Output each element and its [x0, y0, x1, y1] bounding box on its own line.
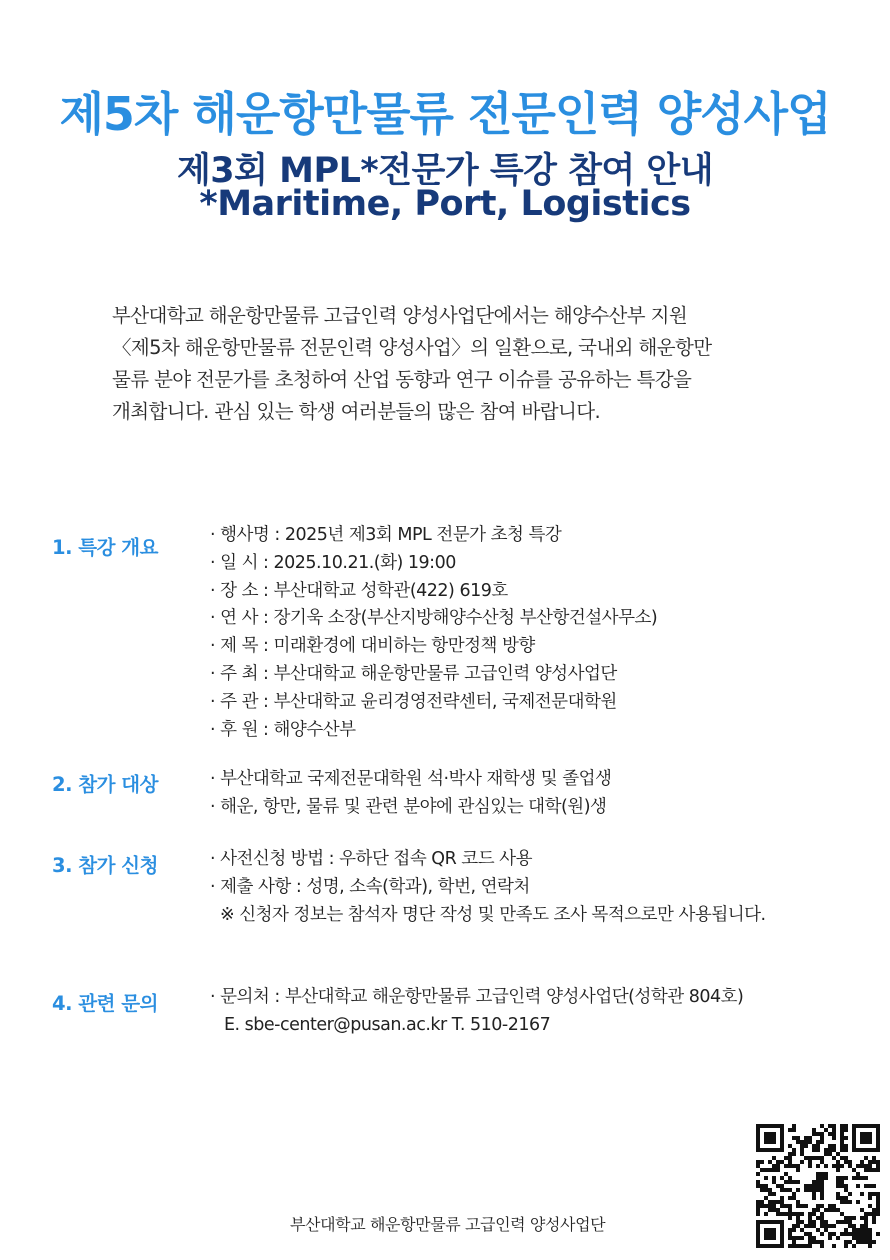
footer-organization: 부산대학교 해운항만물류 고급인력 양성사업단 [290, 1215, 606, 1234]
list-item: · 사전신청 방법 : 우하단 접속 QR 코드 사용 [210, 849, 532, 869]
target-list [210, 766, 611, 822]
event-subtitle: 제3회 MPL*전문가 특강 참여 안내 [176, 151, 714, 191]
intro-line: 〈제5차 해운항만물류 전문인력 양성사업〉의 일환으로, 국내외 해운항만 [112, 336, 712, 359]
application-list [210, 846, 766, 929]
main-title: 제5차 해운항만물류 전문인력 양성사업 [59, 87, 831, 141]
list-item: · 문의처 : 부산대학교 해운항만물류 고급인력 양성사업단(성학관 804호) [210, 987, 744, 1007]
list-item: · 주 관 : 부산대학교 윤리경영전략센터, 국제전문대학원 [210, 691, 617, 712]
intro-line: 물류 분야 전문가를 초청하여 산업 동향과 연구 이슈를 공유하는 특강을 [112, 368, 692, 391]
list-item: · 주 최 : 부산대학교 해운항만물류 고급인력 양성사업단 [210, 663, 617, 684]
intro-line: 부산대학교 해운항만물류 고급인력 양성사업단에서는 해양수산부 지원 [112, 304, 688, 327]
qr-code-graphic [756, 1124, 880, 1248]
section-heading-contact: 4. 관련 문의 [52, 992, 158, 1015]
list-item: · 일 시 : 2025.10.21.(화) 19:00 [210, 552, 456, 573]
section-heading-application: 3. 참가 신청 [52, 854, 158, 877]
contact-list [210, 984, 743, 1040]
list-item: · 연 사 : 장기욱 소장(부산지방해양수산청 부산항건설사무소) [210, 608, 658, 629]
section-heading-target: 2. 참가 대상 [52, 773, 158, 796]
mpl-footnote: *Maritime, Port, Logistics [199, 184, 691, 224]
list-item: · 해운, 항만, 물류 및 관련 분야에 관심있는 대학(원)생 [210, 796, 607, 817]
list-item: · 제 목 : 미래환경에 대비하는 항만정책 방향 [210, 636, 535, 657]
list-item: · 행사명 : 2025년 제3회 MPL 전문가 초청 특강 [210, 525, 562, 545]
overview-list [210, 522, 657, 744]
section-heading-overview: 1. 특강 개요 [52, 536, 158, 559]
privacy-note: ※ 신청자 정보는 참석자 명단 작성 및 만족도 조사 목적으로만 사용됩니다. [220, 904, 766, 925]
list-item: · 후 원 : 해양수산부 [210, 719, 356, 740]
list-item: · 제출 사항 : 성명, 소속(학과), 학번, 연락처 [210, 876, 530, 897]
intro-line: 개최합니다. 관심 있는 학생 여러분들의 많은 참여 바랍니다. [112, 400, 601, 423]
list-item: · 장 소 : 부산대학교 성학관(422) 619호 [210, 580, 508, 601]
intro-paragraph [112, 300, 802, 428]
list-item: · 부산대학교 국제전문대학원 석·박사 재학생 및 졸업생 [210, 769, 612, 789]
qr-code-icon[interactable] [756, 1124, 880, 1248]
contact-details: E. sbe-center@pusan.ac.kr T. 510-2167 [224, 1014, 551, 1035]
